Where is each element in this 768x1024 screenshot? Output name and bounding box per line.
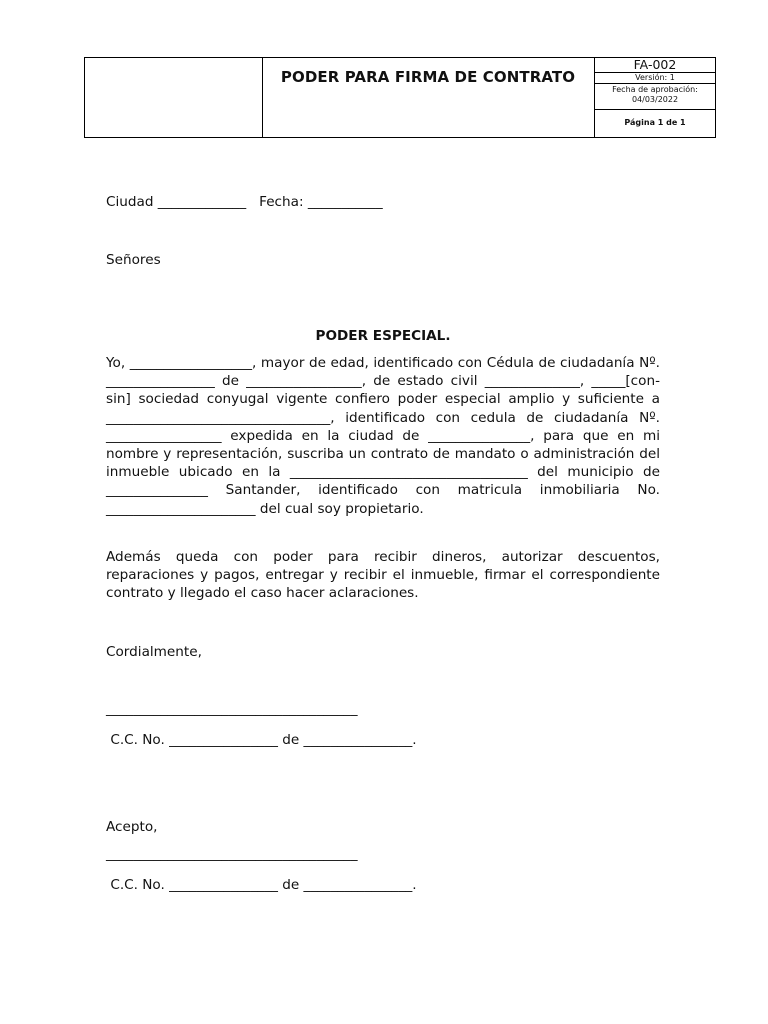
meta-cell: [595, 58, 715, 137]
accept-label: Acepto,: [106, 819, 158, 835]
signature-line-1: _____________________________________: [106, 701, 358, 717]
greeting: Señores: [106, 252, 161, 268]
closing: Cordialmente,: [106, 644, 202, 660]
body-text: Yo, __________________, mayor de edad, identificado con Cédula de ciudadanía Nº. ________________ de _________________, de estado civil ______________, _____[con-sin] sociedad conyugal vigente confiero poder especial amplio y suficiente a _________________________________, identificado con cedula de ciudadanía Nº. _________________ expedida en la ciudad de _______________, para que en mi nombre y representación, suscriba un contrato de mandato o administración del inmueble ubicado en la ___________________________________ del municipio de _______________ Santander, identificado con matricula inmobiliaria No. ______________________ del cual soy propietario.: [106, 355, 660, 517]
approval-date-block: [595, 84, 715, 110]
second-paragraph: [106, 548, 660, 603]
version: Versión: 1: [595, 73, 715, 84]
title-cell: [262, 58, 595, 137]
document-header: [84, 57, 716, 138]
signature-id-1: C.C. No. ________________ de ________________.: [106, 732, 417, 748]
approval-label: Fecha de aprobación:: [612, 85, 698, 94]
page-number: Página 1 de 1: [624, 118, 686, 127]
signature-id-2: C.C. No. ________________ de ________________.: [106, 877, 417, 893]
logo-cell: [85, 58, 263, 137]
doc-title: PODER ESPECIAL.: [315, 328, 451, 344]
header-title: PODER PARA FIRMA DE CONTRATO: [280, 68, 576, 86]
city-date-line: Ciudad _____________ Fecha: ___________: [106, 194, 383, 210]
body-paragraph: [106, 354, 660, 518]
approval-date: 04/03/2022: [631, 95, 679, 104]
form-code: FA-002: [595, 58, 715, 73]
second-text: Además queda con poder para recibir dineros, autorizar descuentos, reparaciones y pagos, entregar y recibir el inmueble, firmar el correspondiente contrato y llegado el caso hacer aclaraciones.: [106, 549, 660, 602]
signature-line-2: _____________________________________: [106, 846, 358, 862]
